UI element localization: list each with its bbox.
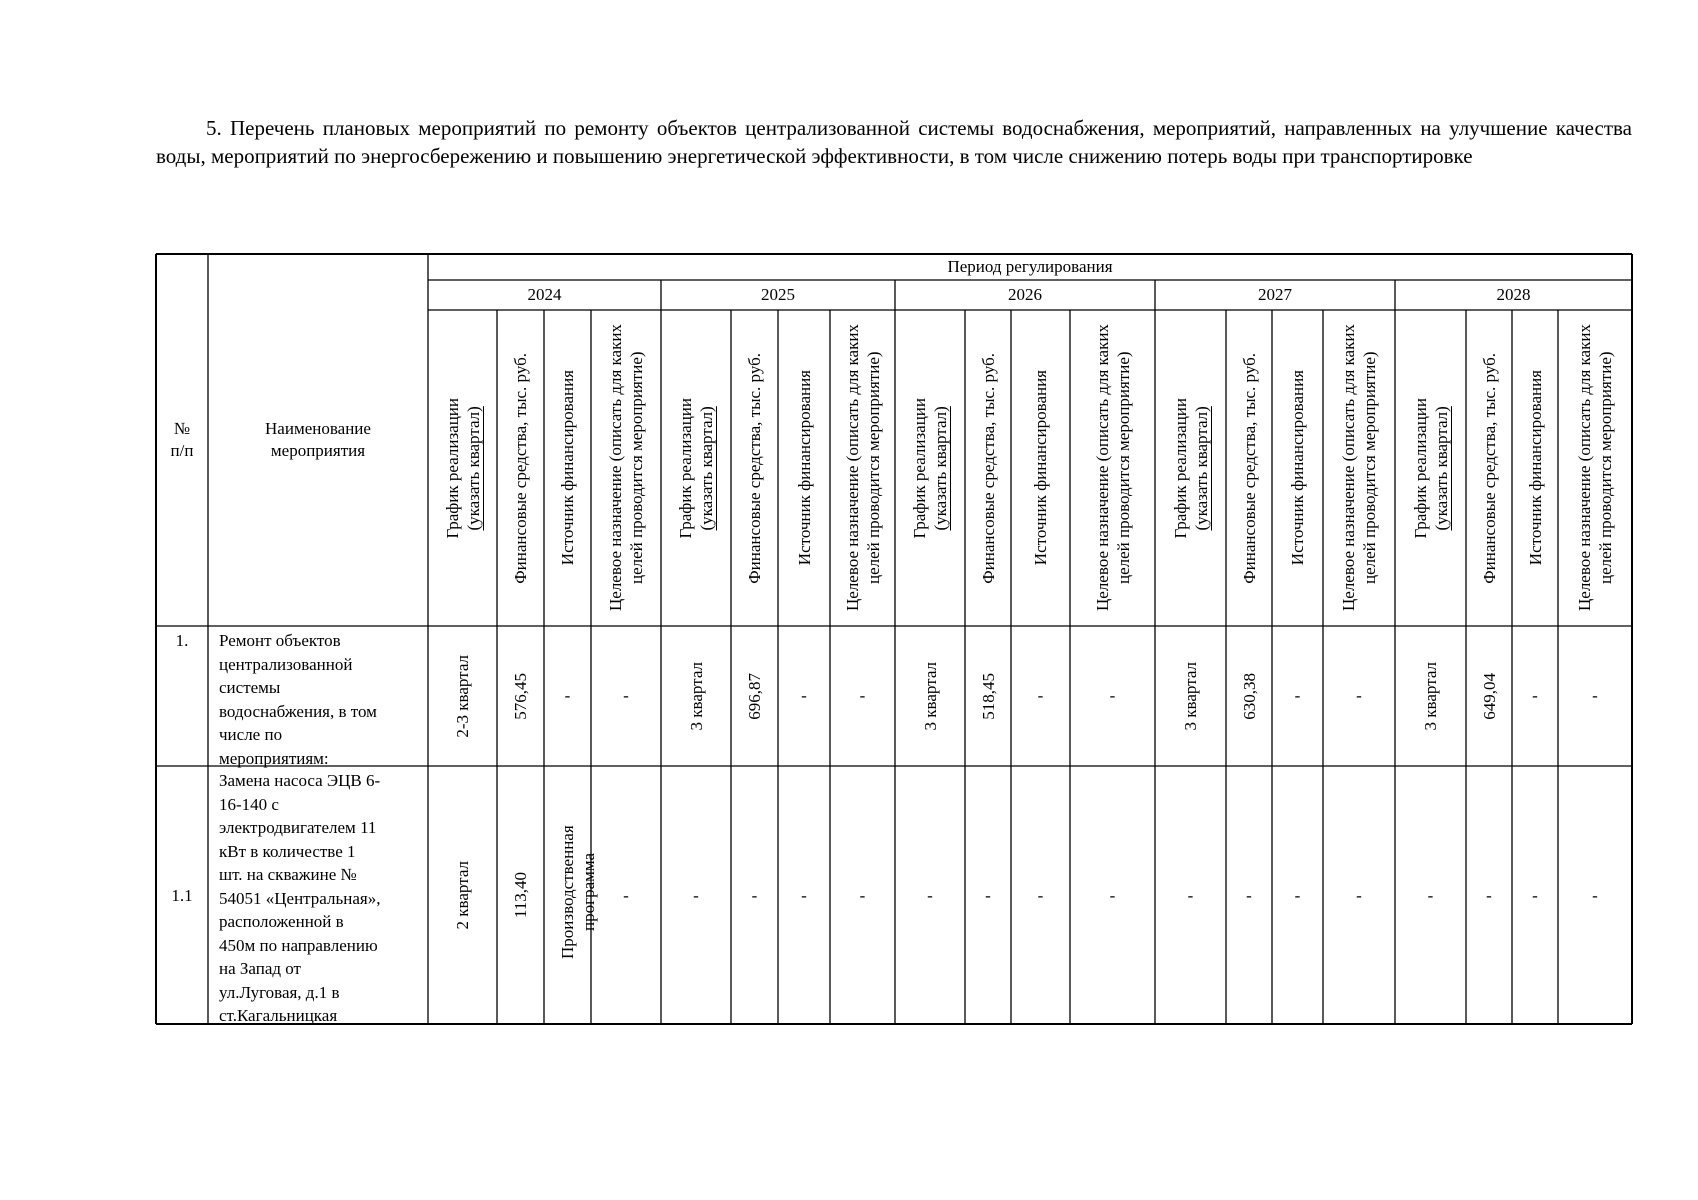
year-2024: 2024 <box>527 285 562 304</box>
row-1-cell: 630,38 <box>1239 672 1259 720</box>
year-2025: 2025 <box>761 285 795 304</box>
row-1-1-cell: - <box>1427 886 1434 905</box>
row-1-1-cell: Производственная программа <box>557 825 598 959</box>
row-1-cell: 3 квартал <box>920 661 940 731</box>
row-1-cell: 3 квартал <box>686 661 706 731</box>
row-1-cell: - <box>623 686 629 705</box>
row-1-1-cell: - <box>1246 886 1252 905</box>
row-1-1-cell: - <box>623 886 629 905</box>
row-1-cell: - <box>564 686 571 705</box>
row-1-1-cell: - <box>1486 886 1492 905</box>
row-1-cell: - <box>1109 686 1116 705</box>
subheader-source-2024: Источник финансирования <box>558 370 577 566</box>
row-1-cell: - <box>1037 686 1044 705</box>
row-1-cell: 696,87 <box>745 672 764 720</box>
subheader-schedule-2024: График реализации (указать квартал) <box>442 397 483 539</box>
row-1-cell: - <box>1294 686 1301 705</box>
row-1-cell: 576,45 <box>511 672 530 720</box>
section-title: 5. Перечень плановых мероприятий по ремонту объектов централизованной системы водоснабжения, мероприятий, направленных на улучшение качества воды, мероприятий по энергосбережению и повышению энергетической эффективности, в том числе снижению потерь воды при транспортировке <box>156 116 1632 168</box>
row-1-cell: 2-3 квартал <box>453 654 472 738</box>
row-1-cell: - <box>1592 686 1598 705</box>
row-1-1-cell: - <box>693 886 699 905</box>
subheader-purpose-2024: Целевое назначение (описать для каких целей проводится мероприятие) <box>606 324 646 612</box>
row-1-1-number: 1.1 <box>171 886 193 905</box>
row-1-activity-name: Ремонт объектов централизованной системы водоснабжения, в том числе по мероприятиям: <box>219 631 377 768</box>
row-1-1-cell: - <box>751 886 758 905</box>
subheader-source-2028: Источник финансирования <box>1525 370 1545 566</box>
row-1-cell: - <box>1356 686 1362 705</box>
subheader-purpose-2025: Целевое назначение (описать для каких целей проводится мероприятие) <box>842 324 883 612</box>
subheader-finance-2028: Финансовые средства, тыс. руб. <box>1479 352 1499 584</box>
subheader-schedule-2028: График реализации (указать квартал) <box>1410 397 1451 539</box>
header-activity-name: Наименование мероприятия <box>265 419 371 460</box>
subheader-schedule-2025: График реализации (указать квартал) <box>676 397 716 539</box>
row-1-1-cell: - <box>1187 886 1194 905</box>
row-1-cell: - <box>859 686 866 705</box>
row-1-1-cell: - <box>1109 886 1116 905</box>
row-1-1-cell: - <box>985 886 991 905</box>
year-2028: 2028 <box>1496 285 1531 304</box>
subheader-purpose-2026: Целевое назначение (описать для каких целей проводится мероприятие) <box>1092 324 1133 612</box>
year-2026: 2026 <box>1008 285 1042 304</box>
subheader-finance-2027: Финансовые средства, тыс. руб. <box>1239 352 1259 584</box>
row-1-1-cell: - <box>1037 886 1044 905</box>
row-1-cell: 3 квартал <box>1421 661 1440 731</box>
subheader-source-2026: Источник финансирования <box>1031 370 1050 566</box>
row-1-cell: 518,45 <box>978 672 998 720</box>
subheader-source-2025: Источник финансирования <box>794 370 814 566</box>
row-1-1-cell: - <box>1356 886 1362 905</box>
row-1-1-cell: - <box>859 886 866 905</box>
row-1-cell: - <box>1532 686 1538 705</box>
row-1-1-cell: 2 квартал <box>453 860 472 930</box>
subheader-finance-2026: Финансовые средства, тыс. руб. <box>978 352 998 584</box>
row-1-1-cell: - <box>801 886 807 905</box>
subheader-schedule-2026: График реализации (указать квартал) <box>910 397 950 539</box>
row-1-cell: 649,04 <box>1479 672 1499 720</box>
row-1-number: 1. <box>175 631 189 650</box>
subheader-schedule-2027: График реализации (указать квартал) <box>1170 397 1211 539</box>
subheader-purpose-2027: Целевое назначение (описать для каких целей проводится мероприятие) <box>1339 324 1379 612</box>
header-number: № п/п <box>170 419 194 460</box>
row-1-1-cell: - <box>1294 886 1301 905</box>
subheader-finance-2024: Финансовые средства, тыс. руб. <box>511 352 530 584</box>
row-1-1-cell: - <box>1592 886 1598 905</box>
subheader-source-2027: Источник финансирования <box>1288 370 1307 566</box>
row-1-1-activity-name: Замена насоса ЭЦВ 6- 16-140 с электродвигателем 11 кВт в количестве 1 шт. на скважине № 54051 «Центральная», расположенной в 450м по направлению на Запад от ул.Луговая, д.1 в ст.Кагальницкая <box>219 771 381 1025</box>
row-1-cell: - <box>801 686 807 705</box>
subheader-purpose-2028: Целевое назначение (описать для каких целей проводится мероприятие) <box>1575 324 1615 612</box>
row-1-1-cell: - <box>927 886 933 905</box>
row-1-1-cell: 113,40 <box>511 871 530 919</box>
subheader-finance-2025: Финансовые средства, тыс. руб. <box>745 352 764 584</box>
row-1-1-cell: - <box>1532 886 1538 905</box>
row-1-cell: 3 квартал <box>1181 661 1200 731</box>
header-regulation-period: Период регулирования <box>947 257 1113 276</box>
year-2027: 2027 <box>1258 285 1292 304</box>
